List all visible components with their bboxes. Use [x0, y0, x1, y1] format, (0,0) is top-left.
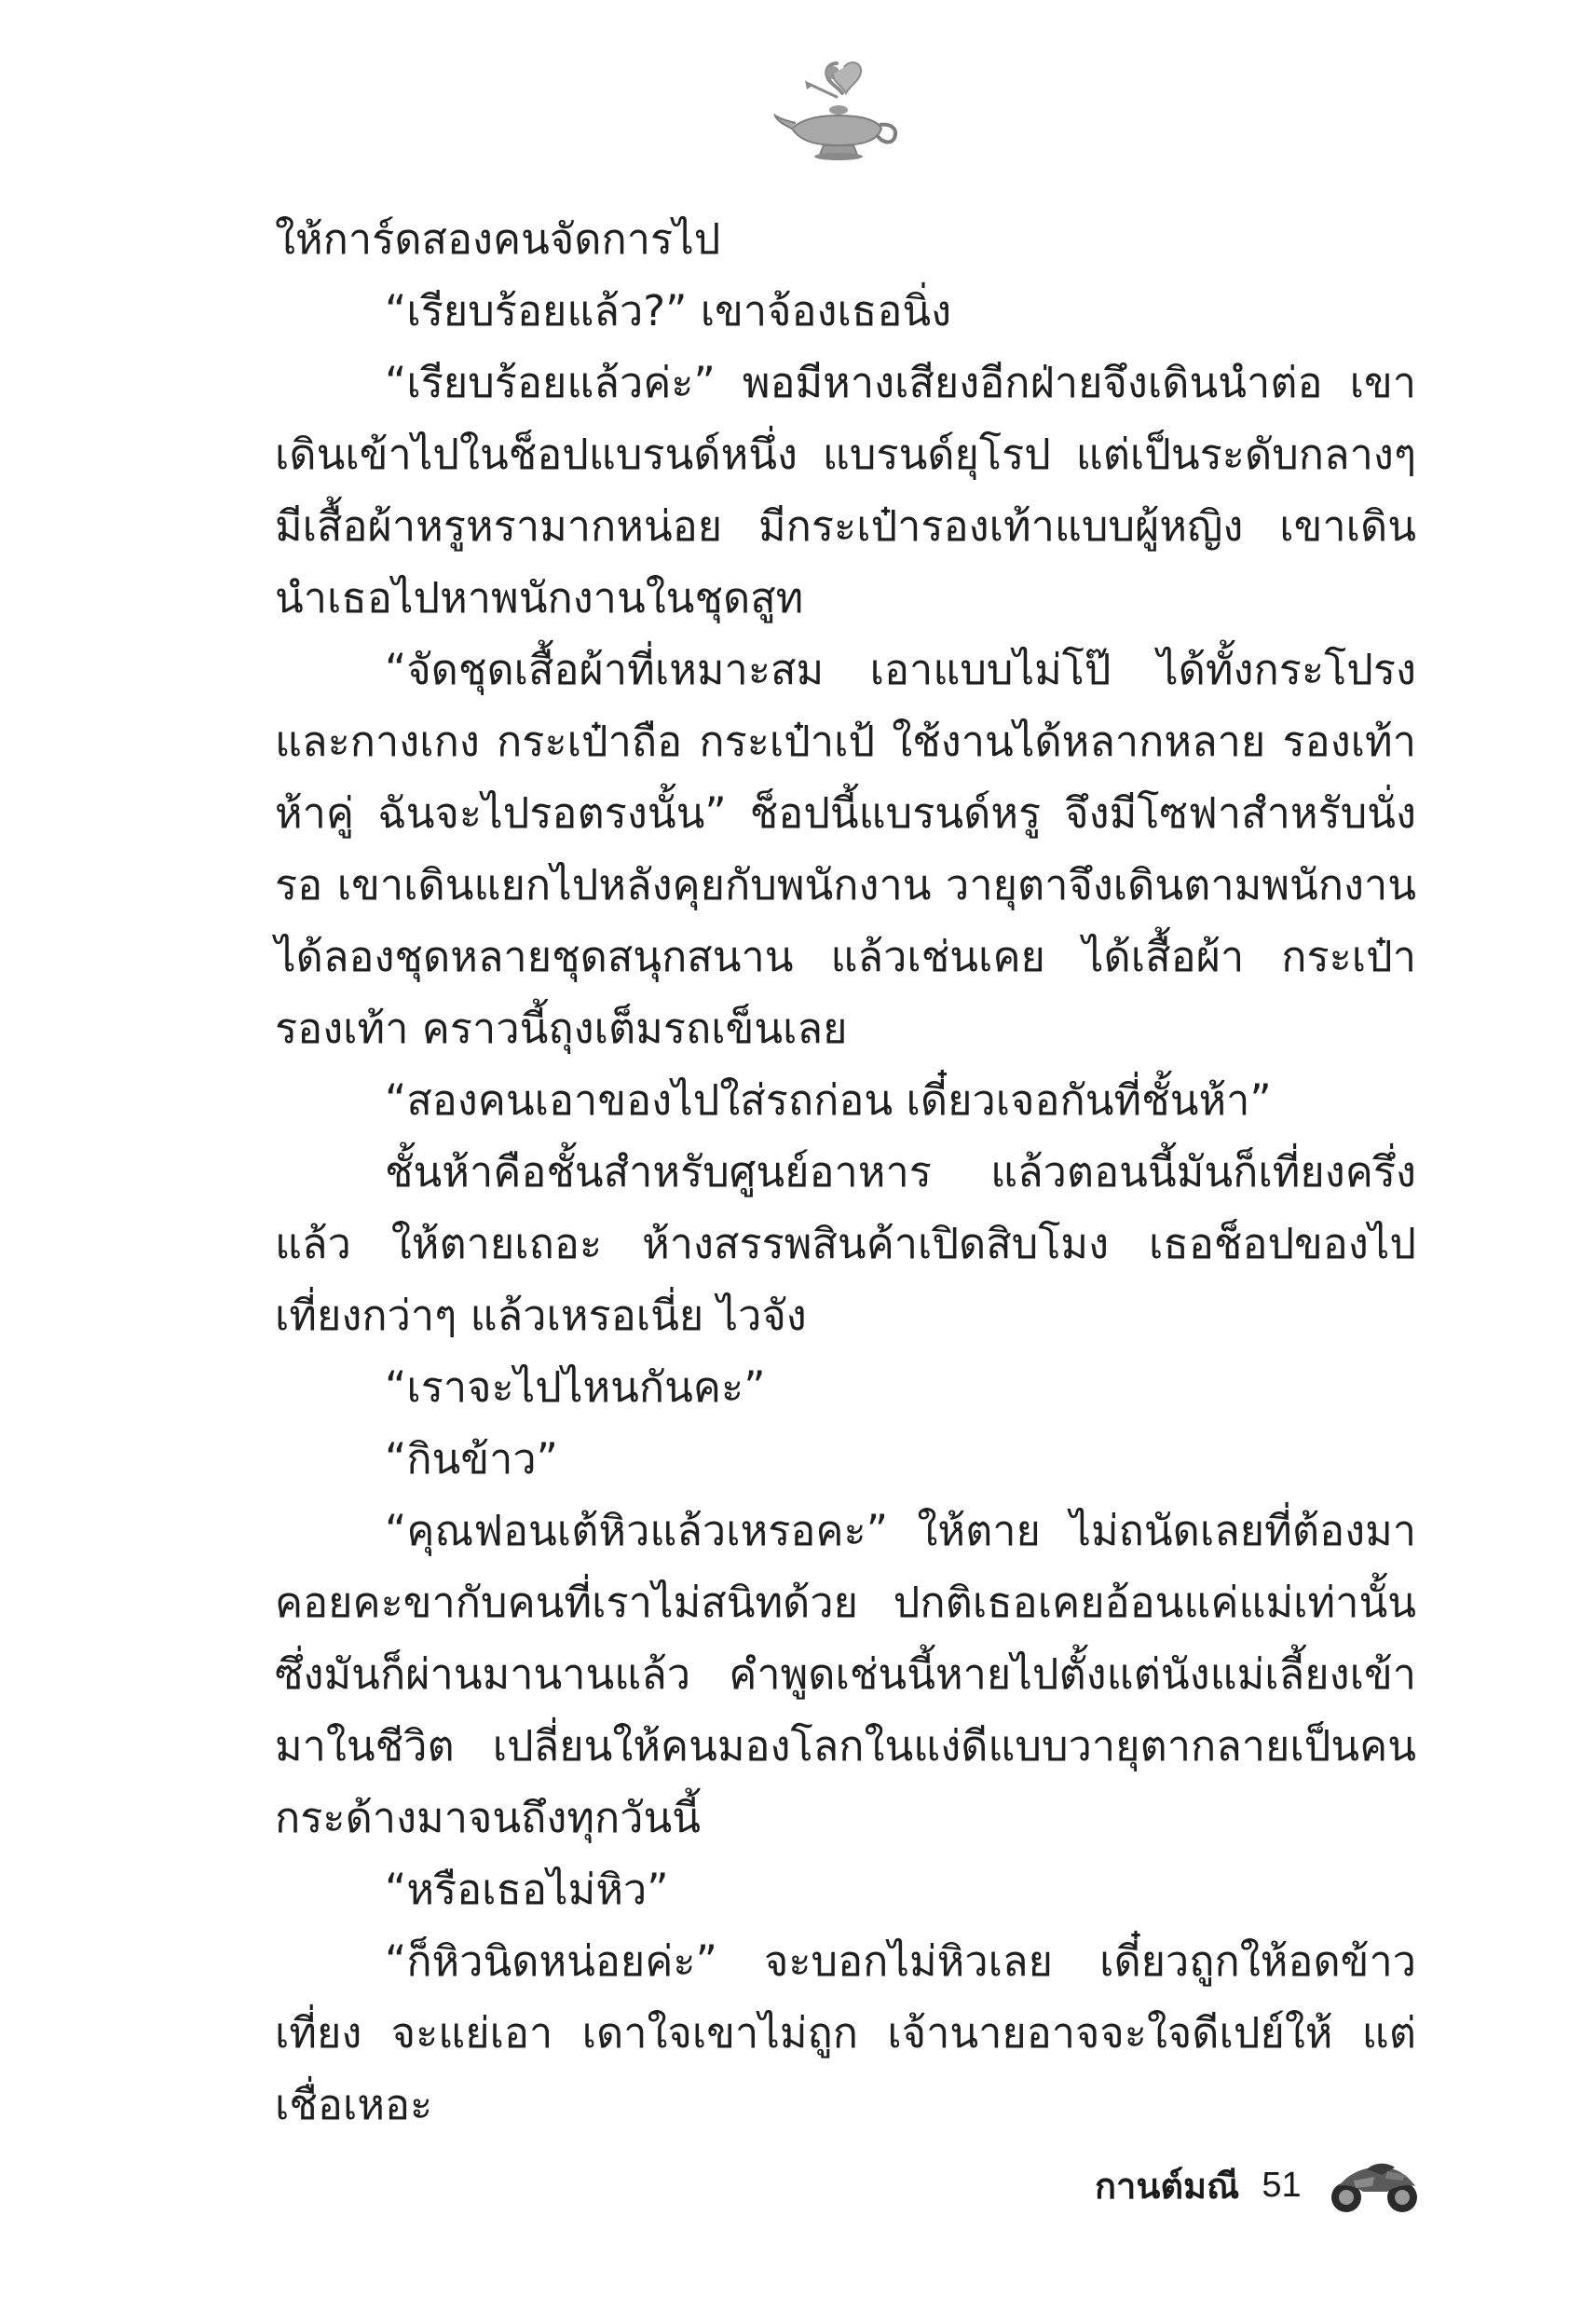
body-text [275, 203, 1416, 2140]
page-number: 51 [1262, 2165, 1302, 2205]
page-footer [1095, 2153, 1423, 2218]
paragraph: “สองคนเอาของไปใส่รถก่อน เดี๋ยวเจอกันที่ชั้นห้า” [385, 1075, 1272, 1125]
paragraph: “คุณฟอนเต้หิวแล้วเหรอคะ” ให้ตาย ไม่ถนัดเลยที่ต้องมาคอยคะขากับคนที่เราไม่สนิทด้วย ปกติเธอเคยอ้อนแค่แม่เท่านั้น ซึ่งมันก็ผ่านมานานแล้ว คำพูดเช่นนี้หายไปตั้งแต่นังแม่เลี้ยงเข้ามาในชีวิต เปลี่ยนให้คนมองโลกในแง่ดีแบบวายุตากลายเป็นคนกระด้างมาจนถึงทุกวันนี้ [275, 1506, 1416, 1842]
paragraph: “ก็หิวนิดหน่อยค่ะ” จะบอกไม่หิวเลย เดี๋ยวถูกให้อดข้าวเที่ยง จะแย่เอา เดาใจเขาไม่ถูก เจ้านายอาจจะใจดีเปย์ให้ แต่เชื่อเหอะ [275, 1936, 1416, 2129]
motorcycle-icon [1326, 2154, 1423, 2216]
paragraph: ชั้นห้าคือชั้นสำหรับศูนย์อาหาร แล้วตอนนี้มันก็เที่ยงครึ่งแล้ว ให้ตายเถอะ ห้างสรรพสินค้าเปิดสิบโมง เธอช็อปของไปเที่ยงกว่าๆ แล้วเหรอเนี่ย ไวจัง [275, 1147, 1416, 1340]
paragraph: “จัดชุดเสื้อผ้าที่เหมาะสม เอาแบบไม่โป๊ ได้ทั้งกระโปรงและกางเกง กระเป๋าถือ กระเป๋าเป้ ใช้งานได้หลากหลาย รองเท้าห้าคู่ ฉันจะไปรอตรงนั้น” ช็อปนี้แบรนด์หรู จึงมีโซฟาสำหรับนั่งรอ เขาเดินแยกไปหลังคุยกับพนักงาน วายุตาจึงเดินตามพนักงาน ได้ลองชุดหลายชุดสนุกสนาน แล้วเช่นเคย ได้เสื้อผ้า กระเป๋า รองเท้า คราวนี้ถุงเต็มรถเข็นเลย [275, 645, 1416, 1053]
paragraph: “เรียบร้อยแล้วค่ะ” พอมีหางเสียงอีกฝ่ายจึงเดินนำต่อ เขาเดินเข้าไปในช็อปแบรนด์หนึ่ง แบรนด์ยุโรป แต่เป็นระดับกลางๆ มีเสื้อผ้าหรูหรามากหน่อย มีกระเป๋ารองเท้าแบบผู้หญิง เขาเดินนำเธอไปหาพนักงานในชุดสูท [275, 358, 1416, 622]
book-title: กานต์มณี [1095, 2165, 1240, 2207]
paragraph: ให้การ์ดสองคนจัดการไป [275, 214, 721, 264]
genie-lamp-icon [771, 56, 902, 168]
paragraph: “เราจะไปไหนกันคะ” [385, 1362, 766, 1412]
paragraph: “หรือเธอไม่หิว” [385, 1865, 669, 1914]
paragraph: “กินข้าว” [385, 1434, 558, 1484]
paragraph: “เรียบร้อยแล้ว?” เขาจ้องเธอนิ่ง [385, 286, 952, 335]
